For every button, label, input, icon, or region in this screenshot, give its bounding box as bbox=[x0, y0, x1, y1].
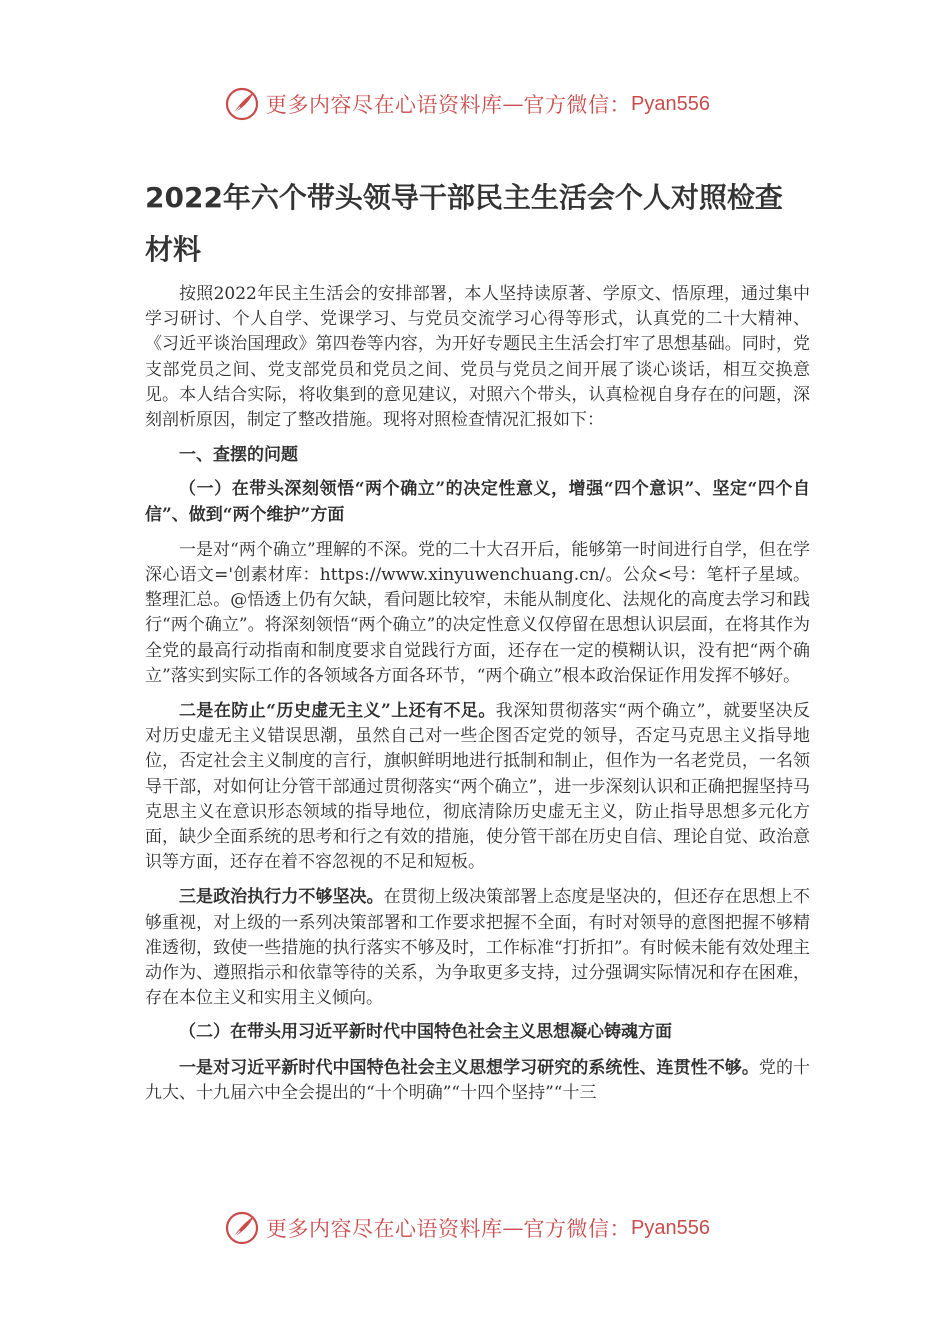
quill-pen-logo-icon bbox=[224, 86, 260, 122]
subsection-heading-1: （一）在带头深刻领悟“两个确立”的决定性意义，增强“四个意识”、坚定“四个自信”、做到“两个维护”方面 bbox=[145, 479, 810, 525]
document-body bbox=[145, 282, 810, 1106]
intro-paragraph: 按照2022年民主生活会的安排部署，本人坚持读原著、学原文、悟原理，通过集中学习研讨、个人自学、党课学习、与党员交流学习心得等形式，认真党的二十大精神、《习近平谈治国理政》第四卷等内容，为开好专题民主生活会打牢了思想基础。同时，党支部党员之间、党支部党员和党员之间、党员与党员之间开展了谈心谈话，相互交换意见。本人结合实际，将收集到的意见建议，对照六个带头，认真检视自身存在的问题，深刻剖析原因，制定了整改措施。现将对照检查情况汇报如下： bbox=[145, 284, 810, 431]
paragraph-4 bbox=[145, 1056, 810, 1106]
header-banner bbox=[224, 84, 744, 124]
section-heading-1: 一、查摆的问题 bbox=[179, 445, 298, 466]
paragraph-2-lead: 二是在防止“历史虚无主义”上还有不足。 bbox=[179, 701, 496, 722]
paragraph-3-body: 在贯彻上级决策部署上态度是坚决的，但还存在思想上不够重视，对上级的一系列决策部署和工作要求把握不全面，有时对领导的意图把握不够精准透彻，致使一些措施的执行落实不够及时，工作标准“打折扣”。有时候未能有效处理主动作为、遵照指示和依靠等待的关系，为争取更多支持，过分强调实际情况和存在困难，存在本位主义和实用主义倾向。 bbox=[145, 887, 811, 1009]
banner-wechat-id: Pyan556 bbox=[631, 1216, 710, 1239]
paragraph-3 bbox=[145, 885, 810, 1011]
banner-wechat-label: 官方微信： bbox=[523, 1217, 631, 1241]
banner-text: 更多内容尽在心语资料库 bbox=[266, 93, 503, 117]
banner-wechat-label: 官方微信： bbox=[523, 93, 631, 117]
paragraph-1: 一是对“两个确立”理解的不深。党的二十大召开后，能够第一时间进行自学，但在学深心语文='创素材库：https://www.xinyuwenchuang.cn/。公众<号：笔杆子星域。整理汇总。@悟透上仍有欠缺，看问题比较窄，未能从制度化、法规化的高度去学习和践行“两个确立”。将深刻领悟“两个确立”的决定性意义仅停留在思想认识层面，在将其作为全党的最高行动指南和制度要求自觉践行方面，还存在一定的模糊认识，没有把“两个确立”落实到实际工作的各领域各方面各环节，“两个确立”根本政治保证作用发挥不够好。 bbox=[145, 539, 810, 686]
quill-pen-logo-icon bbox=[224, 1210, 260, 1246]
banner-separator: — bbox=[502, 1216, 524, 1240]
document-title: 2022年六个带头领导干部民主生活会个人对照检查材料 bbox=[145, 181, 783, 266]
paragraph-2 bbox=[145, 699, 810, 875]
paragraph-4-body: 党的十九大、十九届六中全会提出的“十个明确”“十四个坚持”“十三 bbox=[145, 1057, 811, 1103]
paragraph-2-body: 我深知贯彻落实“两个确立”，就要坚决反对历史虚无主义错误思潮，虽然自己对一些企图否定党的领导，否定马克思主义指导地位，否定社会主义制度的言行，旗帜鲜明地进行抵制和制止，但作为一名老党员，一名领导干部，对如何让分管干部通过贯彻落实“两个确立”，进一步深刻认识和正确把握坚持马克思主义在意识形态领域的指导地位，彻底清除历史虚无主义，防止指导思想多元化方面，缺少全面系统的思考和行之有效的措施，使分管干部在历史自信、理论自觉、政治意识等方面，还存在着不容忽视的不足和短板。 bbox=[145, 701, 810, 873]
paragraph-4-lead: 一是对习近平新时代中国特色社会主义思想学习研究的系统性、连贯性不够。 bbox=[179, 1057, 759, 1078]
subsection-heading-2: （二）在带头用习近平新时代中国特色社会主义思想凝心铸魂方面 bbox=[179, 1022, 672, 1043]
banner-separator: — bbox=[502, 92, 524, 116]
banner-text: 更多内容尽在心语资料库 bbox=[266, 1217, 503, 1241]
paragraph-3-lead: 三是政治执行力不够坚决。 bbox=[179, 887, 384, 908]
footer-banner bbox=[224, 1208, 744, 1248]
banner-wechat-id: Pyan556 bbox=[631, 92, 710, 115]
